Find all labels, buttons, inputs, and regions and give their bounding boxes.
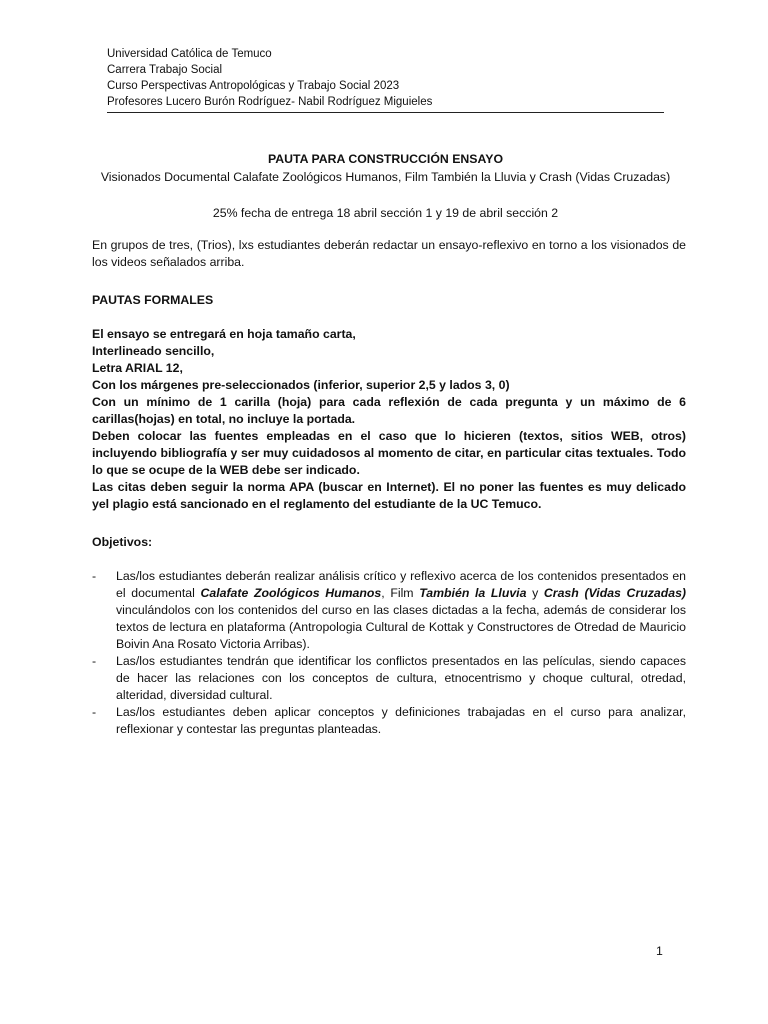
- course-name: Curso Perspectivas Antropológicas y Trabajo Social 2023: [107, 80, 400, 92]
- objective-text-part: Las/los estudiantes deberán realizar análisis crítico y reflexivo acerca de los contenidos presentados en el documental: [116, 569, 686, 600]
- list-dash: -: [92, 654, 97, 668]
- title-block: [100, 150, 671, 222]
- documentary-title: Calafate Zoológicos Humanos: [200, 586, 382, 600]
- formal-item: Con un mínimo de 1 carilla (hoja) para cada reflexión de cada pregunta y un máximo de 6 carillas(hojas) en total, no incluye la portada.: [92, 395, 686, 426]
- formal-item: Letra ARIAL 12,: [92, 361, 183, 375]
- objective-text: [116, 569, 686, 651]
- document-body: [92, 237, 686, 738]
- intro-paragraph: En grupos de tres, (Trios), lxs estudiantes deberán redactar un ensayo-reflexivo en torno a los visionados de los videos señalados arriba.: [92, 238, 686, 269]
- formal-item: Con los márgenes pre-seleccionados (inferior, superior 2,5 y lados 3, 0): [92, 378, 510, 392]
- career-name: Carrera Trabajo Social: [107, 64, 223, 76]
- objectives-heading: Objetivos:: [92, 535, 153, 549]
- university-name: Universidad Católica de Temuco: [107, 48, 272, 60]
- objective-text-part: vinculándolos con los contenidos del curso en las clases dictadas a la fecha, además de considerar los textos de lectura en plataforma (Antropologia Cultural de Kottak y Constructores de Otredad de Mauricio Boivin Ana Rosato Victoria Arribas).: [116, 603, 686, 651]
- page-number: 1: [656, 944, 663, 958]
- objective-text-part: , Film: [381, 586, 420, 600]
- formal-item: Las citas deben seguir la norma APA (buscar en Internet). El no poner las fuentes es muy delicado yel plagio está sancionado en el reglamento del estudiante de la UC Temuco.: [92, 480, 686, 511]
- objective-text: Las/los estudiantes deben aplicar conceptos y definiciones trabajadas en el curso para analizar, reflexionar y contestar las preguntas planteadas.: [116, 705, 686, 736]
- objectives-list: [92, 568, 686, 738]
- crash-title: Crash: [543, 586, 579, 600]
- formal-guidelines-heading: PAUTAS FORMALES: [92, 293, 214, 307]
- list-dash: -: [92, 569, 97, 583]
- formal-item: Interlineado sencillo,: [92, 344, 215, 358]
- objective-item: [92, 568, 686, 653]
- objective-text: Las/los estudiantes tendrán que identificar los conflictos presentados en las películas, siendo capaces de hacer las relaciones con los conceptos de cultura, etnocentrismo y choque cultural, otredad, alteridad, diversidad cultural.: [116, 654, 686, 702]
- objective-text-part: y: [526, 586, 544, 600]
- due-date-line: 25% fecha de entrega 18 abril sección 1 y 19 de abril sección 2: [212, 206, 559, 220]
- objective-item: [92, 653, 686, 704]
- document-title: PAUTA PARA CONSTRUCCIÓN ENSAYO: [267, 152, 504, 166]
- professors-names: Profesores Lucero Burón Rodríguez- Nabil Rodríguez Miguieles: [107, 96, 433, 108]
- document-header: [107, 46, 664, 113]
- document-subtitle: Visionados Documental Calafate Zoológicos Humanos, Film También la Lluvia y Crash (Vidas Cruzadas): [100, 170, 671, 184]
- formal-item: El ensayo se entregará en hoja tamaño carta,: [92, 327, 356, 341]
- vidas-cruzadas-title: (Vidas Cruzadas): [584, 586, 687, 600]
- film-title: También la Lluvia: [419, 586, 527, 600]
- formal-guidelines-list: [92, 326, 686, 513]
- header-divider: [107, 112, 664, 113]
- list-dash: -: [92, 705, 97, 719]
- formal-item: Deben colocar las fuentes empleadas en el caso que lo hicieren (textos, sitios WEB, otros) incluyendo bibliografía y ser muy cuidadosos al momento de citar, en particular citas textuales. Todo lo que se ocupe de la WEB debe ser indicado.: [92, 429, 686, 477]
- objective-item: [92, 704, 686, 738]
